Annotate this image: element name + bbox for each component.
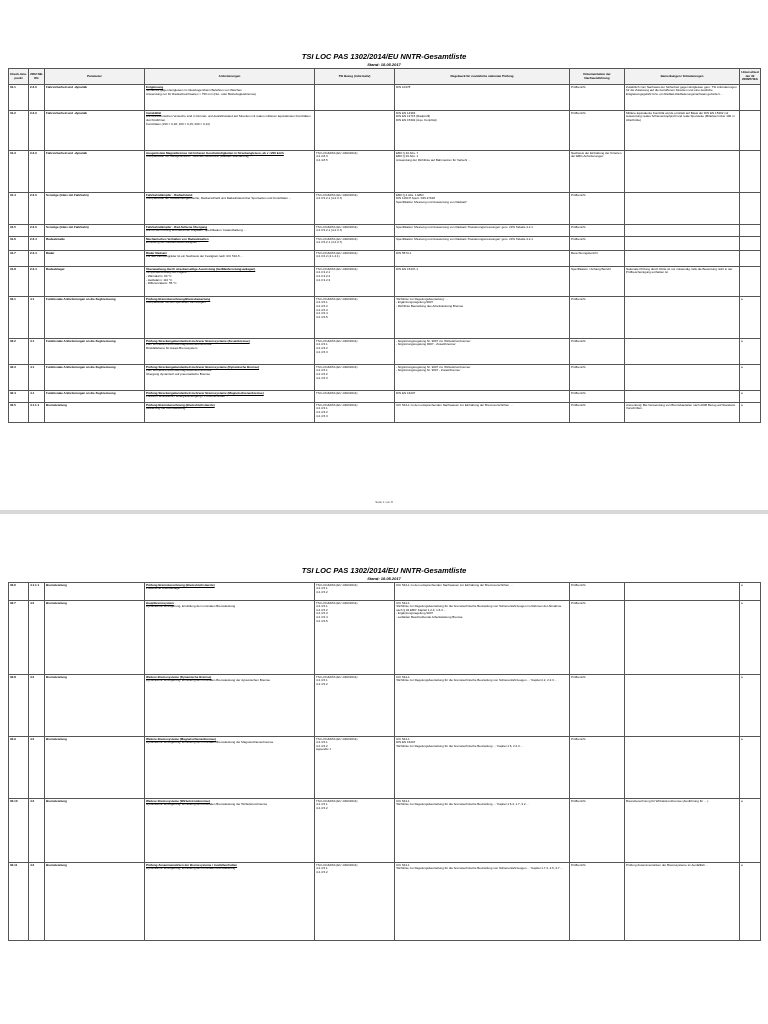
table-row	[9, 251, 761, 267]
requirement-text: Funktion: Einbauorte / Energieversorgung / Prüfvorschriften ...	[146, 394, 229, 399]
row-remarks: Mittlere äquivalente Konizität wurde ermittelt auf Basis der DIN EN 15302 mit Auswertung reales Schienenkopfprofil und reale Spurweite (Mittelwert über 100 m Abschnitte)	[625, 111, 740, 151]
row-documentation: Prüfbericht	[570, 365, 625, 391]
row-flag	[740, 151, 761, 193]
requirement-text: Dynamische Verzögerung, Ermittlung der nominalen Bremsleistung der dynamischen Bremse	[146, 678, 271, 683]
row-id: 31.7	[9, 251, 29, 267]
row-flag: a	[740, 737, 761, 799]
row-tsi-reference: TSI LOC&PAS (EU 1302/2014) 4.2.3.5.2.1 (4.2.3.7)	[315, 225, 395, 237]
requirement-text: Kompatibilität mit den speziellen Fahrzeugen	[146, 300, 206, 305]
row-id: 32.11	[9, 863, 29, 941]
requirement-text: Zahl Wirbelstrombremse/Magnetschienenbremse Übergang dynamisch auf pneumatische Bremse	[146, 368, 212, 376]
col-header-dok: Dokumentation der Nachweisführung	[570, 69, 625, 85]
row-tsi-reference: TSI LOC&PAS (EU 1302/2014) 4.2.4.5.1 4.2.4.5.2 4.2.4.5.3	[315, 403, 395, 423]
requirement-title: Prüfung Streckengebundenheit mehrerer Bremssysteme (Zusatzbremse)	[146, 338, 250, 343]
row-requirement	[145, 675, 315, 737]
row-section: 4.2	[29, 675, 45, 737]
row-id: 32.8	[9, 675, 29, 737]
row-remarks	[625, 237, 740, 251]
row-requirement	[145, 863, 315, 941]
row-section: 2.3.3	[29, 225, 45, 237]
row-regulation: Spezifikation 'Messung und Auswertung von Radsatz-Trassierungsmessungen' gem. 23% Tabelle 4.2.1	[395, 237, 570, 251]
row-tsi-reference	[315, 111, 395, 151]
table-row	[9, 193, 761, 225]
row-requirement	[145, 111, 315, 151]
row-documentation: Prüfbericht	[570, 403, 625, 423]
row-section: 4.1	[29, 365, 45, 391]
requirement-text: Ermittlung der Radsatzwellenfestigkeit ...	[146, 240, 201, 245]
row-regulation: 'Richtlinie zur Regelungsbeurteilung' ... - Ergänzungsregelung 9907 - Richtlinie Beurteilung des Arbeitsleistung Bremse	[395, 297, 570, 339]
row-regulation: - 'Ergänzungsregelung Nr. 9007 zur Wirbelstrombremse' - 'Ergänzungsregelung 9007 - Zusatzbremse'	[395, 339, 570, 365]
row-flag: a	[740, 297, 761, 339]
table-row	[9, 151, 761, 193]
row-flag: a	[740, 365, 761, 391]
row-parameter: Bremsleistung	[45, 863, 145, 941]
row-section: 4.1	[29, 297, 45, 339]
document-subtitle: Stand: 18.05.2017	[367, 62, 401, 67]
table-row	[9, 391, 761, 403]
row-id: 32.6	[9, 583, 29, 601]
row-section: 2.3.3	[29, 151, 45, 193]
row-id: 32.2	[9, 339, 29, 365]
requirement-text: Dynamische Verzögerung, Ermittlung der nominalen Bremsleistung	[146, 866, 236, 871]
table-header-row	[9, 69, 761, 85]
row-flag	[740, 85, 761, 111]
row-documentation: Prüfbericht	[570, 675, 625, 737]
row-regulation: UIC 544-1 zu den entsprechenden Nachweisen zur Einhaltung der Bremsvorschriften ...	[395, 583, 570, 601]
row-id: 32.7	[9, 601, 29, 675]
row-requirement	[145, 339, 315, 365]
table-row	[9, 863, 761, 941]
row-section: 4.1.1.1	[29, 583, 45, 601]
table-row	[9, 237, 761, 251]
requirement-title: Prüfung Bremsberechnung/Bremsbewertung	[146, 296, 211, 301]
row-flag: a	[740, 863, 761, 941]
requirement-title: Prüfung Streckengebundenheit mehrerer Bremssysteme (Magnetschienenbremse)	[146, 390, 264, 395]
row-flag: a	[740, 391, 761, 403]
requirement-title: Räder Radsatz	[146, 250, 167, 255]
row-requirement	[145, 737, 315, 799]
row-parameter: Funktionale Anforderungen an die Zugbremsung	[45, 391, 145, 403]
row-requirement	[145, 583, 315, 601]
requirement-title: Ausgerüstete Magnetbremse mit höheren Geschwindigkeiten in Streckengleisen, ab v >200 km/h	[146, 150, 284, 155]
row-section: 4.2	[29, 799, 45, 863]
row-section: 2.3.3	[29, 193, 45, 225]
row-tsi-reference: TSI LOC&PAS (EU 1302/2014) 4.2.4.5.1 4.2.4.5.2	[315, 863, 395, 941]
col-header-param: Parameter	[45, 69, 145, 85]
table-row	[9, 737, 761, 799]
row-section: 4.2	[29, 737, 45, 799]
row-remarks: Prüfung Zusammenwirken der Bremssysteme im Ausfallfall ...	[625, 863, 740, 941]
row-requirement	[145, 391, 315, 403]
page-2	[0, 514, 768, 1024]
row-parameter: Bremsleistung	[45, 403, 145, 423]
row-parameter: Bremsleistung	[45, 675, 145, 737]
col-header-anf: Anforderungen	[145, 69, 315, 85]
row-regulation: DIN 5573-1	[395, 251, 570, 267]
row-parameter: Bremsleistung	[45, 799, 145, 863]
row-id: 31.5	[9, 225, 29, 237]
requirement-text: Für alle Fahrzeugräder ist ein Nachweis der Festigkeit nach UIC 510-5 ...	[146, 254, 244, 259]
row-documentation: Prüfbericht	[570, 297, 625, 339]
row-flag	[740, 251, 761, 267]
requirement-title: Mechanisches Verhalten von Radsatzwellen	[146, 236, 209, 241]
requirement-title: Weitere Bremssysteme (Wirbelstrombremse)	[146, 798, 210, 803]
row-documentation: Prüfbericht	[570, 225, 625, 237]
row-flag: a	[740, 799, 761, 863]
row-flag: a	[740, 339, 761, 365]
row-flag	[740, 267, 761, 297]
table-row	[9, 339, 761, 365]
table-row	[9, 225, 761, 237]
row-requirement	[145, 601, 315, 675]
row-tsi-reference: TSI LOC&PAS (EU 1302/2014) 4.2.4.5.1 4.2.4.5.2 Appendix J	[315, 737, 395, 799]
table-row	[9, 601, 761, 675]
row-parameter: Radsatzwelle	[45, 237, 145, 251]
row-id: 31.2	[9, 111, 29, 151]
table-row	[9, 297, 761, 339]
row-section: 2.3.4	[29, 267, 45, 297]
row-requirement	[145, 225, 315, 237]
row-requirement	[145, 403, 315, 423]
requirement-text: Dynamische Verzögerung, Ermittlung der nominalen Bremsleistung	[146, 604, 236, 609]
row-documentation: Prüfbericht	[570, 111, 625, 151]
row-regulation: UIC 544-1 DIN EN 16207 'Richtlinie zur Regelungsbeurteilung für die bremstechnische Beurteilung ...' Kapitel 1.6, 2.2.3 ...	[395, 737, 570, 799]
row-tsi-reference: TSI LOC&PAS (EU 1302/2014) 4.2.4.5.1 4.2.4.5.2 4.2.4.5.3 4.2.4.5.4 4.2.4.5.5	[315, 601, 395, 675]
page-1	[0, 0, 768, 510]
row-parameter: Sonstige (Gleis mit Fahrbahn)	[45, 193, 145, 225]
row-section: 4.2	[29, 601, 45, 675]
row-regulation: DIN EN 14363 DIN EN 13715 (Radprofil) DIN EN 15302 (Äqu. Konizität)	[395, 111, 570, 151]
requirement-text: Die für die Prüfung erforderlichen Angaben, Spezifikation 'Instandhaltung' ...	[146, 228, 247, 233]
row-id: 31.4	[9, 193, 29, 225]
table-row	[9, 85, 761, 111]
row-flag	[740, 237, 761, 251]
row-requirement	[145, 237, 315, 251]
row-remarks: Anmerkung: Bei Verwendung von Bremsbauteilen nach 2008 Bezug auf Standard-Vorschriften.	[625, 403, 740, 423]
row-tsi-reference: TSI LOC&PAS (EU 1302/2014) 4.2.3.6.2 (4.1.4.1)	[315, 251, 395, 267]
requirement-title: Weitere Bremssysteme (Magnetschienenbremse)	[146, 736, 216, 741]
row-regulation: EBO § 4 Abs. 1 EBO DIN 1160 ff Spurt. DIN 27018 Spezifikation 'Messung und Auswertung von Radsatz'	[395, 193, 570, 225]
requirement-title: Weitere Bremssysteme (Dynamische Bremse)	[146, 674, 212, 679]
row-parameter: Fahrsicherheit und -dynamik	[45, 111, 145, 151]
requirement-title: Prüfung Streckengebundenheit mehrerer Bremssysteme (Dynamische Bremse)	[146, 364, 260, 369]
requirement-title: Fahrbahndämpfer - Rad-Schiene Übergang	[146, 224, 208, 229]
row-tsi-reference: TSI LOC&PAS (EU 1302/2014) 4.2.3.5.2.1 (4.2.3.7)	[315, 193, 395, 225]
row-flag	[740, 111, 761, 151]
row-documentation: Prüfbericht	[570, 391, 625, 403]
requirement-title: Instabilität	[146, 110, 162, 115]
row-requirement	[145, 193, 315, 225]
document-title: TSI LOC PAS 1302/2014/EU NNTR-Gesamtliste	[301, 566, 467, 575]
row-regulation: DIN EN 16207	[395, 391, 570, 403]
requirement-text: Zusätzliche Bremsanlage	[146, 586, 180, 591]
row-regulation: - 'Ergänzungsregelung Nr. 9007 zur Wirbelstrombremse' - 'Ergänzungsregelung Nr. 9007 - Zusatzbremse'	[395, 365, 570, 391]
row-requirement	[145, 799, 315, 863]
row-id: 31.1	[9, 85, 29, 111]
row-parameter: Fahrsicherheit und -dynamik	[45, 85, 145, 111]
row-id: 31.3	[9, 151, 29, 193]
row-section: 2.3.4	[29, 251, 45, 267]
table-row	[9, 675, 761, 737]
row-id: 32.4	[9, 391, 29, 403]
row-flag	[740, 193, 761, 225]
requirement-text: Zahl Wirbelstrombremse/Magnetschienenbremse Rückfallebene für Haupt-Bremssystem	[146, 342, 212, 350]
table-row	[9, 267, 761, 297]
row-remarks	[625, 251, 740, 267]
row-documentation: Prüfbericht	[570, 339, 625, 365]
requirement-text: Dynamische Verzögerung, Ermittlung der nominalen Bremsleistung der Wirbelstrombremse	[146, 802, 268, 807]
row-id: 32.10	[9, 799, 29, 863]
requirement-title: Überwachung durch streckenseitige Ausrüstung (Heißläuferortungsanlagen)	[146, 266, 256, 271]
col-header-eu: 2002 NB-RG	[29, 69, 45, 85]
requirement-text: Kompatibilität mit Gleisgeometrie / Weichen-Geometrie (Radsatz-Wanderung) ...	[146, 154, 253, 159]
row-parameter: Sonstige (Gleis mit Fahrbahn)	[45, 225, 145, 237]
page-footer: Seite 1 von 8	[375, 500, 393, 504]
col-header-check: Check-liste-punkt	[9, 69, 29, 85]
row-remarks: Nationale Prüfung durch Dritte ist nur notwendig, falls die Bewertung nicht in der Prüfbescheinigung enthalten ist.	[625, 267, 740, 297]
row-parameter: Fahrsicherheit und -dynamik	[45, 151, 145, 193]
row-id: 32.9	[9, 737, 29, 799]
row-regulation: UIC 544-1 zu den entsprechenden Nachweisen zur Einhaltung der Bremsvorschriften ...	[395, 403, 570, 423]
col-header-bem: Bemerkungen / Erläuterungen	[625, 69, 740, 85]
requirement-title: Prüfung Bremsberechnung (Bremshöchstwerte)	[146, 582, 215, 587]
row-remarks	[625, 737, 740, 799]
row-parameter: Räder	[45, 251, 145, 267]
requirements-table	[8, 68, 761, 423]
row-id: 31.6	[9, 237, 29, 251]
row-tsi-reference: TSI LOC&PAS (EU 1302/2014) 4.2.4.5.1 4.2.4.5.2 4.2.4.5.3 4.2.4.5.4 4.2.4.5.5	[315, 297, 395, 339]
requirement-text: Sicherheit gegen Entgleisen im Gleisbogen/beim Befahren von Weichen Anwendung nur für Radsatzreichweiten > 750 mm (Nur- oder Betriebsgleisbremse)	[146, 88, 257, 96]
row-regulation: UIC 544-1 'Richtlinie zur Regelungsbeurteilung für die bremstechnische Beurteilung ...' Kapitel 1.6.4, 1.7, 3.2 ...	[395, 799, 570, 863]
row-section: 2.3.4	[29, 237, 45, 251]
row-tsi-reference: TSI LOC&PAS (EU 1302/2014) 4.2.4.5.1 4.2.4.5.2 4.2.4.5.3	[315, 365, 395, 391]
row-tsi-reference: TSI LOC&PAS (EU 1302/2014) 4.2.4.5.1 4.2.4.5.2	[315, 675, 395, 737]
row-documentation: Prüfbericht	[570, 583, 625, 601]
row-section: 2.3.3	[29, 111, 45, 151]
row-section: 4.1	[29, 339, 45, 365]
row-section: 4.1.1.1	[29, 403, 45, 423]
row-documentation: Prüfbericht	[570, 193, 625, 225]
row-remarks: Zusätzlich zum Nachweis der Sicherheit gegen Entgleisen gem. TSI Anforderungen für die Zulassung auf die betroffenen Strecken und eine deutliche Entgleisungsgefahr bzw. ein Radlast-Radfederungsnachweis gefordert ...	[625, 85, 740, 111]
row-requirement	[145, 365, 315, 391]
requirement-text: Temperaturanstieg des Lagers ... - Warnalarm: 90 °C - Heißalarm: 110 °C - Differenzalarm: 55 °C	[146, 270, 190, 286]
row-tsi-reference: TSI LOC&PAS (EU 1302/2014) 4.2.3.3.2.1 4.2.3.3.2.2 4.2.3.3.2.3	[315, 267, 395, 297]
row-section: 4.2	[29, 863, 45, 941]
row-remarks	[625, 193, 740, 225]
row-documentation: Berechnungsbericht	[570, 251, 625, 267]
table-row	[9, 111, 761, 151]
row-remarks	[625, 151, 740, 193]
row-parameter: Funktionale Anforderungen an die Zugbremsung	[45, 297, 145, 339]
row-documentation: Prüfbericht	[570, 799, 625, 863]
row-documentation: Prüfbericht	[570, 237, 625, 251]
col-header-regel: Regelwerk für zusätzliche nationale Prüfung	[395, 69, 570, 85]
requirement-title: Prüfung Bremsberechnung (Bremshöchstwerte)	[146, 402, 215, 407]
table-row	[9, 583, 761, 601]
row-regulation: UIC 544-1 'Richtlinie zur Regelungsbeurteilung für die bremstechnische Beurteilung von Schienenfahrzeugen ...' Kapitel 2.2, 2.2.3 ...	[395, 675, 570, 737]
row-documentation: Spezifikation / Anhang Bericht	[570, 267, 625, 297]
requirement-text: Dynamische Verzögerung, Ermittlung der nominalen Bremsleistung der Magnetschienenbremse	[146, 740, 274, 745]
row-parameter: Bremsleistung	[45, 583, 145, 601]
row-parameter: Bremsleistung	[45, 601, 145, 675]
row-remarks	[625, 225, 740, 237]
requirement-text: Kompatibilität der Radsatzlaufgeometrie, Radverschleiß und Radaufstand über Spurweiten und Konizitäten ...	[146, 196, 292, 201]
row-tsi-reference: TSI LOC&PAS (EU 1302/2014)	[315, 391, 395, 403]
row-remarks	[625, 583, 740, 601]
row-parameter: Radsatzlager	[45, 267, 145, 297]
document-subtitle: Stand: 18.05.2017	[367, 576, 401, 581]
row-requirement	[145, 251, 315, 267]
row-documentation: Prüfbericht	[570, 863, 625, 941]
requirement-title: Hauptbremssystem	[146, 600, 174, 605]
requirement-title: Prüfung Zusammenwirken der Bremssysteme / Ausfallverhalten	[146, 862, 238, 867]
row-section: 2.3.3	[29, 85, 45, 111]
requirement-title: Fahrbahndämpfer - Radaufstand	[146, 192, 193, 197]
row-remarks	[625, 365, 740, 391]
row-requirement	[145, 85, 315, 111]
row-regulation: DIN 10478	[395, 85, 570, 111]
row-documentation: Prüfbericht	[570, 85, 625, 111]
row-tsi-reference: TSI LOC&PAS (EU 1302/2014) 4.2.4.8.3 4.2.4.8.5	[315, 151, 395, 193]
document-title: TSI LOC PAS 1302/2014/EU NNTR-Gesamtliste	[301, 52, 467, 61]
requirement-title: Entgleisung	[146, 84, 164, 89]
row-requirement	[145, 151, 315, 193]
table-row	[9, 365, 761, 391]
row-documentation: Prüfbericht	[570, 601, 625, 675]
row-flag: a	[740, 601, 761, 675]
row-remarks	[625, 675, 740, 737]
row-id: 32.5	[9, 403, 29, 423]
row-flag: a	[740, 583, 761, 601]
row-requirement	[145, 267, 315, 297]
row-section: 4.1	[29, 391, 45, 403]
row-tsi-reference: TSI LOC&PAS (EU 1302/2014) 4.2.4.5.1 4.2.4.5.2	[315, 583, 395, 601]
row-regulation: EBO § 40 Abs. 7 EBO § 26 Abs. 1 Anwendung der Richtlinie auf Bahnnetzen für Verkehr ...	[395, 151, 570, 193]
row-documentation: Prüfbericht	[570, 737, 625, 799]
row-remarks: Bremsberechnung für Wirbelstrombremse (Ausführung für ... )	[625, 799, 740, 863]
row-id: 31.8	[9, 267, 29, 297]
row-parameter: Funktionale Anforderungen an die Zugbremsung	[45, 339, 145, 365]
col-header-tsi: TSI Bezug (informativ)	[315, 69, 395, 85]
row-id: 32.3	[9, 365, 29, 391]
row-parameter: Bremsleistung	[45, 737, 145, 799]
requirement-text: Die fahrtechnischen Versuche sind in Normal- und Ausfallzustand auf Strecken mit realen mittleren äquivalenten Konizitäten durchzuführen. Konizitäten (150 = 0,18; 160 = 0,15; 200 = 0,13)	[146, 114, 311, 126]
row-remarks	[625, 339, 740, 365]
row-documentation: Nachweis der Einhaltung der Kriterien der EBO-Anforderungen	[570, 151, 625, 193]
row-parameter: Funktionale Anforderungen an die Zugbremsung	[45, 365, 145, 391]
row-regulation: UIC 544-1 'Richtlinie zur Regelungsbeurteilung für die bremstechnische Beurteilung von Schienenfahrzeugen im Rahmen der Abnahme nach § 32 EBO' Kapitel 1.2.4, 1.6.3 ... - Ergänzungsregelung 9007 - Leitfaden Beschreibende Arbeitsleistung Bremse	[395, 601, 570, 675]
row-regulation: DIN EN 15437-1	[395, 267, 570, 297]
row-tsi-reference: TSI LOC&PAS (EU 1302/2014) 4.2.4.5.1 4.2.4.5.2	[315, 799, 395, 863]
row-tsi-reference: TSI LOC&PAS (EU 1302/2014) 4.2.3.5.2.1 (4.2.3.7)	[315, 237, 395, 251]
table-row	[9, 403, 761, 423]
row-flag: a	[740, 675, 761, 737]
row-flag: a	[740, 403, 761, 423]
row-id: 32.1	[9, 297, 29, 339]
table-row	[9, 799, 761, 863]
row-remarks	[625, 297, 740, 339]
row-remarks	[625, 391, 740, 403]
requirement-text: Bewertung der Bremsleistung	[146, 406, 186, 411]
col-header-last: Unterschied der 32 2008/57/EG	[740, 69, 761, 85]
row-flag	[740, 225, 761, 237]
row-remarks	[625, 601, 740, 675]
row-tsi-reference	[315, 85, 395, 111]
row-tsi-reference: TSI LOC&PAS (EU 1302/2014) 4.2.4.5.1 4.2.4.5.2 4.2.4.5.3	[315, 339, 395, 365]
row-requirement	[145, 297, 315, 339]
row-regulation: UIC 544-1 'Richtlinie zur Regelungsbeurteilung für die bremstechnische Beurteilung von Schienenfahrzeugen ...' Kapitel 1.7.4, 2.6, 3.7 ...	[395, 863, 570, 941]
requirements-table	[8, 582, 761, 941]
row-regulation: Spezifikation 'Messung und Auswertung von Radsatz-Trassierungsmessungen' gem. 23% Tabelle 4.2.1	[395, 225, 570, 237]
